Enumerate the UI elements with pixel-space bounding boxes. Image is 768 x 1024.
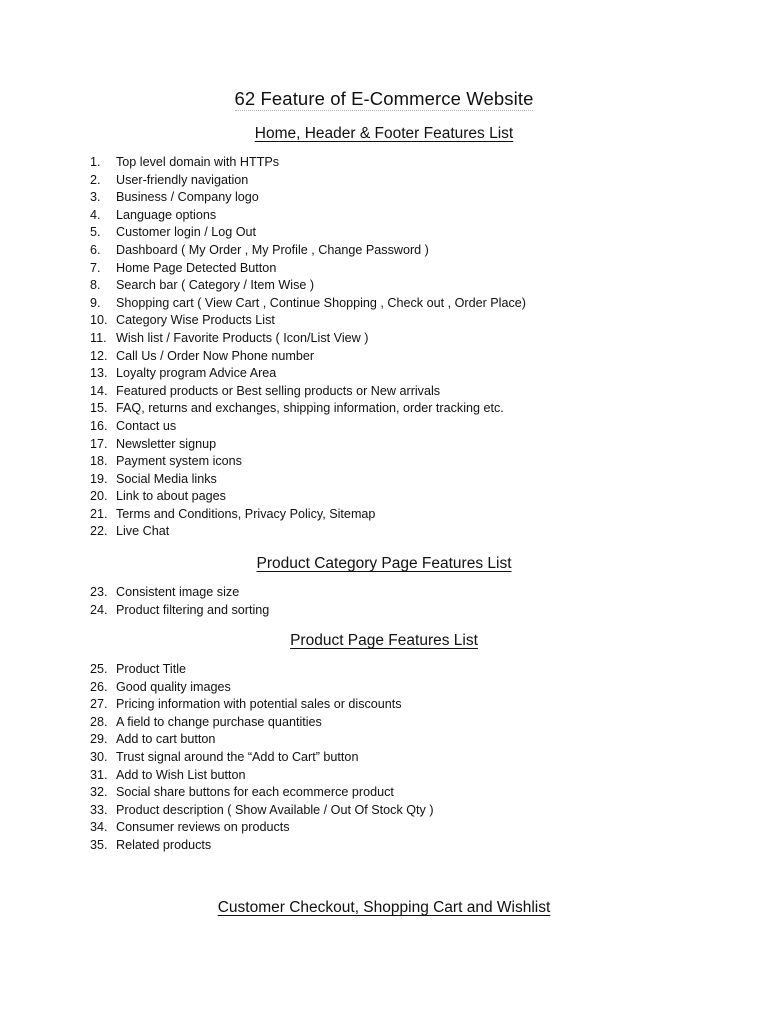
item-number: 20. <box>90 489 108 504</box>
list-item <box>90 679 434 697</box>
list-item <box>90 749 434 767</box>
item-number: 33. <box>90 802 108 817</box>
item-text: Call Us / Order Now Phone number <box>116 348 315 363</box>
item-number: 27. <box>90 697 108 712</box>
list-item <box>90 418 526 436</box>
item-number: 18. <box>90 454 108 469</box>
list-item <box>90 154 526 172</box>
item-text: Consistent image size <box>116 585 240 599</box>
list-item <box>90 330 526 348</box>
item-number: 17. <box>90 436 108 451</box>
list-item <box>90 602 269 620</box>
item-text: Category Wise Products List <box>116 313 275 328</box>
section-heading-text: Home, Header & Footer Features List <box>254 125 514 142</box>
list-item <box>90 584 269 602</box>
item-text: Wish list / Favorite Products ( Icon/List View ) <box>116 330 369 345</box>
item-number: 22. <box>90 524 108 539</box>
item-text: A field to change purchase quantities <box>116 714 322 729</box>
item-number: 1. <box>90 155 101 169</box>
list-item <box>90 767 434 785</box>
list-item <box>90 661 434 679</box>
list-item <box>90 714 434 732</box>
list-item <box>90 242 526 260</box>
item-number: 32. <box>90 785 108 800</box>
list-item <box>90 523 526 541</box>
item-text: Pricing information with potential sales or discounts <box>116 697 402 712</box>
item-number: 10. <box>90 313 108 328</box>
item-number: 2. <box>90 172 101 187</box>
section-heading-text: Product Category Page Features List <box>256 555 512 572</box>
item-text: Dashboard ( My Order , My Profile , Change Password ) <box>116 242 429 257</box>
item-text: Good quality images <box>116 679 231 694</box>
item-text: Product filtering and sorting <box>116 602 270 617</box>
item-number: 8. <box>90 278 101 293</box>
section-heading-product-category <box>0 554 768 574</box>
item-number: 12. <box>90 348 108 363</box>
item-text: Business / Company logo <box>116 190 259 205</box>
item-text: Product Title <box>116 662 186 676</box>
item-text: Live Chat <box>116 524 170 539</box>
list-item <box>90 506 526 524</box>
item-text: Featured products or Best selling products or New arrivals <box>116 383 441 398</box>
item-number: 7. <box>90 260 101 275</box>
item-number: 30. <box>90 749 108 764</box>
item-text: Add to cart button <box>116 732 216 747</box>
list-item <box>90 471 526 489</box>
item-text: Top level domain with HTTPs <box>116 155 280 169</box>
item-text: Search bar ( Category / Item Wise ) <box>116 278 315 293</box>
list-item <box>90 802 434 820</box>
item-text: Link to about pages <box>116 489 226 504</box>
item-number: 23. <box>90 585 108 599</box>
item-number: 9. <box>90 295 101 310</box>
list-item <box>90 436 526 454</box>
item-text: Payment system icons <box>116 454 242 469</box>
list-item <box>90 731 434 749</box>
item-number: 14. <box>90 383 108 398</box>
list-item <box>90 207 526 225</box>
item-text: User-friendly navigation <box>116 172 249 187</box>
section-heading-home-header-footer <box>0 124 768 144</box>
section-heading-text: Customer Checkout, Shopping Cart and Wishlist <box>217 899 551 916</box>
section-heading-product-page <box>0 631 768 651</box>
list-item <box>90 189 526 207</box>
item-text: FAQ, returns and exchanges, shipping information, order tracking etc. <box>116 401 504 416</box>
item-number: 3. <box>90 190 101 205</box>
item-number: 19. <box>90 471 108 486</box>
item-text: Language options <box>116 207 217 222</box>
list-item <box>90 365 526 383</box>
item-number: 21. <box>90 506 108 521</box>
item-number: 29. <box>90 732 108 747</box>
item-text: Consumer reviews on products <box>116 820 290 835</box>
item-text: Customer login / Log Out <box>116 225 257 240</box>
item-number: 28. <box>90 714 108 729</box>
item-text: Product description ( Show Available / Out Of Stock Qty ) <box>116 802 434 817</box>
list-item <box>90 224 526 242</box>
item-number: 34. <box>90 820 108 835</box>
feature-list-home-header-footer <box>90 154 526 541</box>
item-number: 15. <box>90 401 108 416</box>
item-text: Related products <box>116 837 212 852</box>
list-item <box>90 819 434 837</box>
list-item <box>90 837 434 855</box>
list-item <box>90 312 526 330</box>
item-number: 5. <box>90 225 101 240</box>
item-number: 35. <box>90 837 108 852</box>
list-item <box>90 260 526 278</box>
list-item <box>90 172 526 190</box>
item-number: 11. <box>90 330 107 345</box>
item-number: 4. <box>90 207 101 222</box>
item-text: Home Page Detected Button <box>116 260 277 275</box>
item-text: Loyalty program Advice Area <box>116 366 277 381</box>
list-item <box>90 295 526 313</box>
item-number: 16. <box>90 418 108 433</box>
item-text: Newsletter signup <box>116 436 217 451</box>
list-item <box>90 383 526 401</box>
list-item <box>90 277 526 295</box>
item-text: Shopping cart ( View Cart , Continue Shopping , Check out , Order Place) <box>116 295 526 310</box>
feature-list-product-category <box>90 584 269 619</box>
section-heading-checkout-cart-wishlist <box>0 898 768 918</box>
list-item <box>90 488 526 506</box>
list-item <box>90 348 526 366</box>
item-number: 6. <box>90 242 101 257</box>
item-number: 13. <box>90 366 108 381</box>
feature-list-product-page <box>90 661 434 855</box>
item-number: 26. <box>90 679 108 694</box>
item-text: Contact us <box>116 418 177 433</box>
item-number: 24. <box>90 602 108 617</box>
document-title-text: 62 Feature of E-Commerce Website <box>234 88 534 109</box>
item-number: 31. <box>90 767 108 782</box>
list-item <box>90 696 434 714</box>
document-title <box>0 87 768 111</box>
item-text: Social Media links <box>116 471 217 486</box>
section-heading-text: Product Page Features List <box>290 632 478 649</box>
list-item <box>90 453 526 471</box>
item-text: Social share buttons for each ecommerce product <box>116 785 394 800</box>
item-text: Add to Wish List button <box>116 767 246 782</box>
item-text: Terms and Conditions, Privacy Policy, Sitemap <box>116 506 376 521</box>
list-item <box>90 400 526 418</box>
item-number: 25. <box>90 662 108 676</box>
item-text: Trust signal around the “Add to Cart” button <box>116 749 359 764</box>
list-item <box>90 784 434 802</box>
